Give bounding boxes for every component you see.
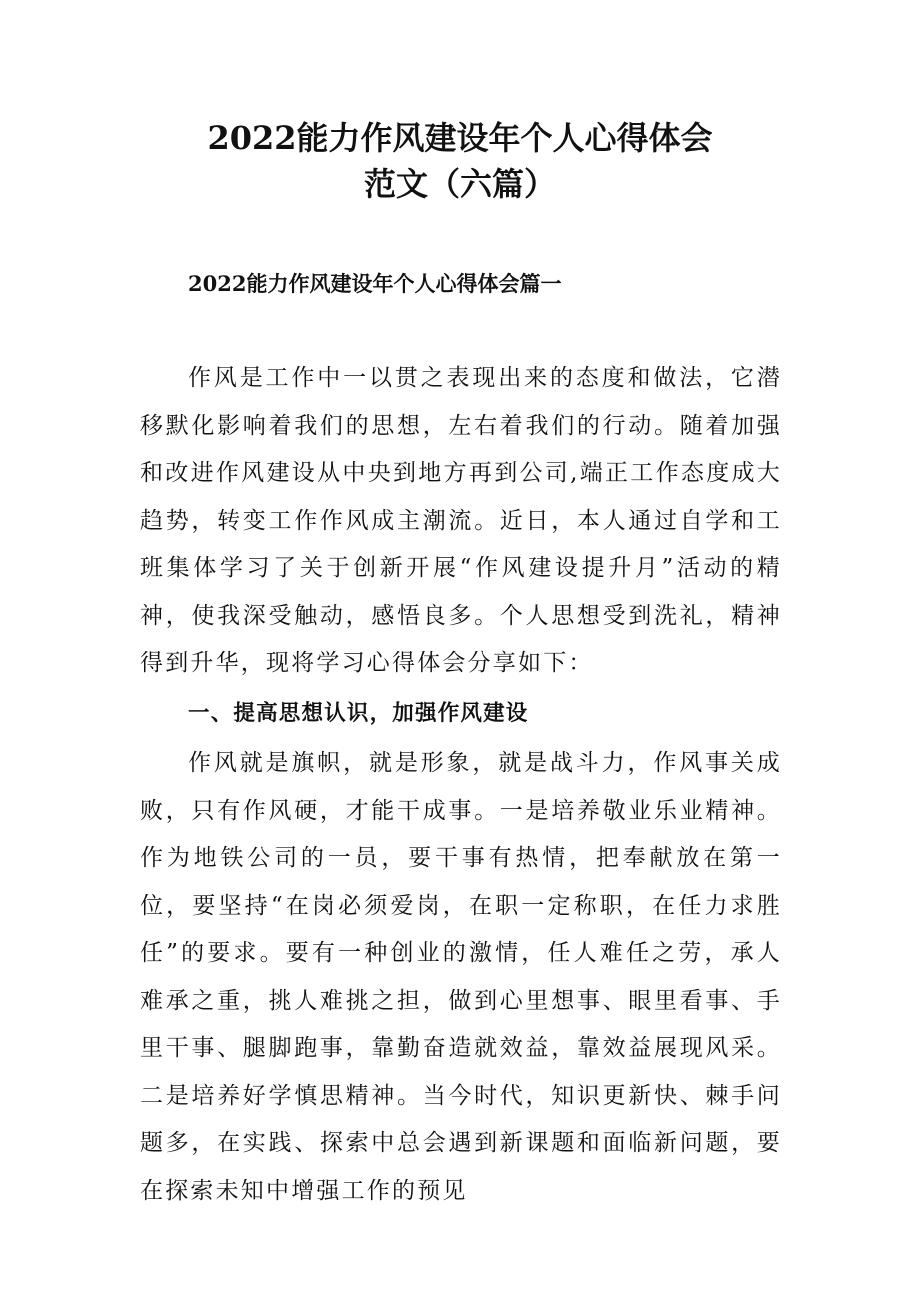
paragraph-section1-text: 作风就是旗帜，就是形象，就是战斗力，作风事关成败，只有作风硬，才能干成事。一是培养敬业乐业精神。作为地铁公司的一员，要干事有热情，把奉献放在第一位，要坚持“在岗必须爱岗，在职一定称职，在任力求胜任”的要求。要有一种创业的激情，任人难任之劳，承人难承之重，挑人难挑之担，做到心里想事、眼里看事、手里干事、腿脚跑事，靠勤奋造就效益，靠效益展现风采。二是培养好学慎思精神。当今时代，知识更新快、棘手问题多，在实践、探索中总会遇到新课题和面临新问题，要在探索未知中增强工作的预见 [140, 750, 782, 1204]
paragraph-intro-text: 作风是工作中一以贯之表现出来的态度和做法，它潜移默化影响着我们的思想，左右着我们的行动。随着加强和改进作风建设从中央到地方再到公司,端正工作态度成大趋势，转变工作作风成主潮流。近日，本人通过自学和工班集体学习了关于创新开展“作风建设提升月”活动的精神，使我深受触动，感悟良多。个人思想受到洗礼，精神得到升华，现将学习心得体会分享如下： [140, 365, 782, 676]
article-subtitle: 2022能力作风建设年个人心得体会篇一 [188, 271, 562, 296]
section-heading-1: 一、提高思想认识，加强作风建设 [188, 701, 529, 726]
document-title-line1: 2022能力作风建设年个人心得体会 [207, 119, 713, 157]
paragraph-section1 [140, 740, 782, 1215]
document-title-line2: 范文（六篇） [363, 165, 556, 203]
paragraph-intro [140, 355, 782, 688]
